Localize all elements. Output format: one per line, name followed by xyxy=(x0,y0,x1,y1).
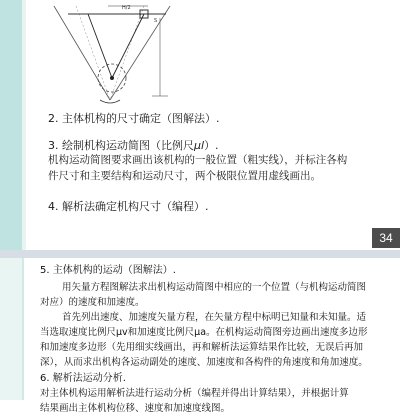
item-3-heading-prefix: 3. 绘制机构运动简图（比例尺 xyxy=(48,139,194,152)
diagram-dashed-line-2 xyxy=(110,6,144,100)
diagram-right-line xyxy=(110,6,170,100)
item-5-line: 和加速度多边形（先用细实线画出，再和解析法运算结果作比较，无误后再加 xyxy=(40,342,364,353)
diagram-pivot-arc xyxy=(100,100,120,103)
item-3-heading-suffix: ）. xyxy=(204,139,219,152)
item-6-heading: 6. 解析法运动分析. xyxy=(40,373,126,384)
slide-2-side-band-edge xyxy=(22,258,24,400)
slide-divider xyxy=(0,250,400,258)
item-3-body-line-2: 件尺寸和主要结构和运动尺寸，两个极限位置用虚线画出。 xyxy=(48,170,321,182)
item-5-line: 当选取速度比例尺μv和加速度比例尺μa。在机构运动简图旁边画出速度多边形 xyxy=(40,327,368,338)
diagram-link xyxy=(112,14,144,78)
page-number-badge: 34 xyxy=(372,228,400,248)
diagram-label-h: H/2 xyxy=(122,5,131,11)
item-6-line: 对主体机构运用解析法进行运动分析（编程并得出计算结果），并根据计算 xyxy=(40,388,349,399)
slide-1-side-band xyxy=(0,0,22,250)
mechanism-diagram xyxy=(48,0,188,108)
item-3-scale-symbol: μl xyxy=(194,139,205,152)
slide-2 xyxy=(0,258,400,414)
item-5-line: 对应）的速度和加速度。 xyxy=(40,297,145,308)
item-4-heading: 4. 解析法确定机构尺寸（编程）. xyxy=(48,200,209,213)
diagram-label-s: S xyxy=(154,18,158,24)
item-5-heading: 5. 主体机构的运动（图解法）. xyxy=(40,265,176,276)
item-5-line: 首先列出速度、加速度矢量方程，在矢量方程中标明已知量和未知量。适 xyxy=(62,312,367,323)
item-6-line: 结果画出主体机构位移、速度和加速度线图。 xyxy=(40,403,231,414)
slide-1-side-band-edge xyxy=(22,0,26,250)
diagram-dashed-line xyxy=(76,6,110,100)
item-3-body-line-1: 机构运动简图要求画出该机构的一般位置（粗实线），并标注各构 xyxy=(48,154,348,166)
item-3-heading xyxy=(48,137,219,153)
slide-2-side-band xyxy=(0,258,22,400)
item-2-heading: 2. 主体机构的尺寸确定（图解法）. xyxy=(48,112,220,125)
item-5-line: 深），从而求出机构各运动副处的速度、加速度和各构件的角速度和角加速度。 xyxy=(40,357,368,368)
diagram-left-line xyxy=(54,6,110,100)
item-5-line: 用矢量方程图解法求出机构运动简图中相应的一个位置（与机构运动简图 xyxy=(62,282,367,293)
